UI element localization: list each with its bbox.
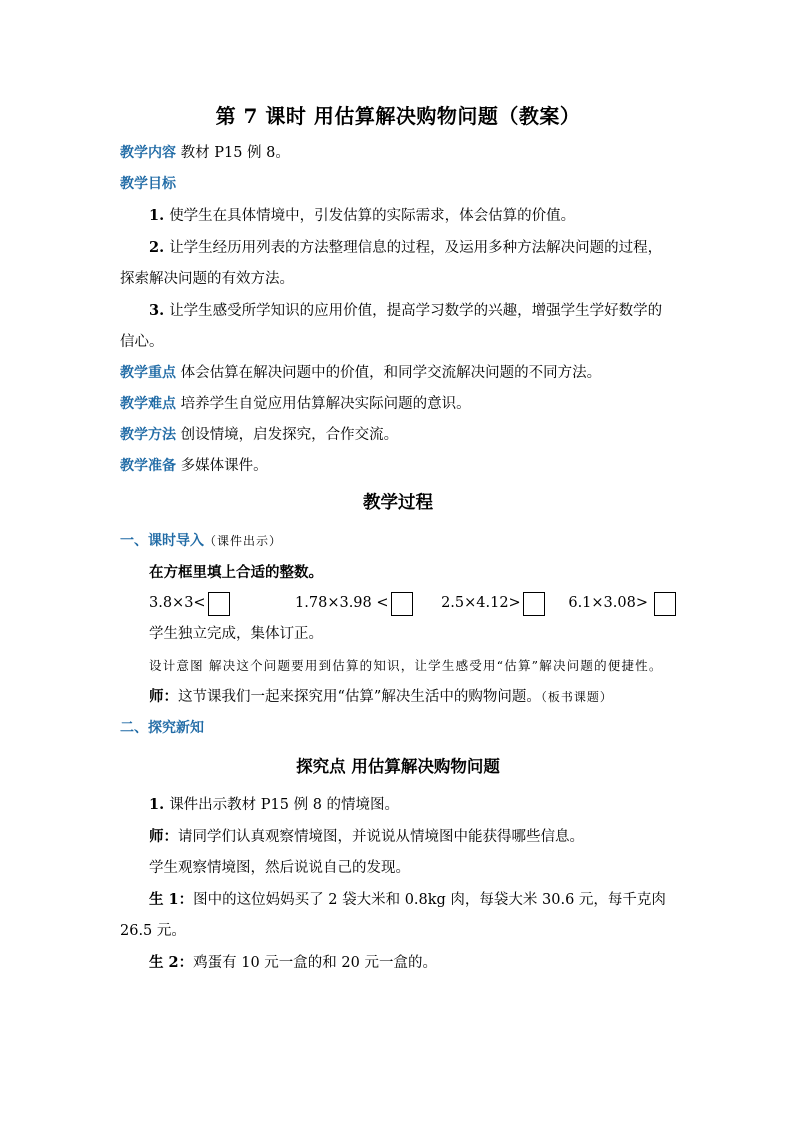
teacher-label: 师： xyxy=(149,828,178,845)
teacher-note: （板书课题） xyxy=(540,690,613,704)
prep-text: 多媒体课件。 xyxy=(176,458,268,474)
design-intent xyxy=(120,650,676,681)
section1-label: 一、课时导入 xyxy=(120,533,204,549)
equation xyxy=(568,588,676,619)
section1-note: （课件出示） xyxy=(204,534,283,548)
goal-text: 让学生感受所学知识的应用价值，提高学习数学的兴趣，增强学生学好数学的信心。 xyxy=(120,303,663,350)
answer-box[interactable] xyxy=(523,592,545,616)
observe-line: 学生观察情境图，然后说说自己的发现。 xyxy=(149,860,410,876)
lesson-plan-page xyxy=(120,100,676,979)
step-line xyxy=(120,789,676,821)
equation-text: 2.5×4.12> xyxy=(441,595,521,611)
section2-heading xyxy=(120,713,676,744)
content-text: 教材 P15 例 8。 xyxy=(176,145,290,161)
section2-label: 二、探究新知 xyxy=(120,720,204,736)
key-point-text: 体会估算在解决问题中的价值，和同学交流解决问题的不同方法。 xyxy=(176,365,602,381)
content-line xyxy=(120,138,676,169)
key-point-label: 教学重点 xyxy=(120,365,176,381)
equation-text: 3.8×3< xyxy=(149,595,206,611)
process-title: 教学过程 xyxy=(363,493,433,513)
equation xyxy=(295,588,441,619)
difficulty-text: 培养学生自觉应用估算解决实际问题的意识。 xyxy=(176,396,471,412)
goal-text: 使学生在具体情境中，引发估算的实际需求，体会估算的价值。 xyxy=(169,208,576,224)
step-text: 课件出示教材 P15 例 8 的情境图。 xyxy=(169,797,400,813)
teacher-text: 这节课我们一起来探究用“估算”解决生活中的购物问题。 xyxy=(178,689,541,705)
goal-number: 1. xyxy=(149,207,170,224)
student-line xyxy=(120,947,676,979)
teacher-text: 请同学们认真观察情境图，并说说从情境图中能获得哪些信息。 xyxy=(178,829,584,845)
method-label: 教学方法 xyxy=(120,427,176,443)
key-point-line xyxy=(120,358,676,389)
equation xyxy=(441,588,568,619)
goal-number: 2. xyxy=(149,239,170,256)
goal-item xyxy=(120,200,676,232)
design-text: 解决这个问题要用到估算的知识，让学生感受用“估算”解决问题的便捷性。 xyxy=(203,658,663,673)
section1-student: 学生独立完成，集体订正。 xyxy=(149,626,323,642)
method-line xyxy=(120,420,676,451)
method-text: 创设情境，启发探究，合作交流。 xyxy=(176,427,399,443)
answer-box[interactable] xyxy=(654,592,676,616)
goal-item xyxy=(120,232,676,295)
equation-text: 6.1×3.08> xyxy=(568,595,648,611)
section1-heading xyxy=(120,526,676,557)
student-line xyxy=(120,884,676,947)
student-text: 图中的这位妈妈买了 2 袋大米和 0.8kg 肉，每袋大米 30.6 元，每千克肉 26.5 元。 xyxy=(120,892,666,939)
student-label: 生 2： xyxy=(149,954,194,971)
teacher-line xyxy=(120,681,676,713)
prep-line xyxy=(120,451,676,482)
equation-row xyxy=(120,588,676,619)
answer-box[interactable] xyxy=(208,592,230,616)
goal-item xyxy=(120,295,676,358)
goals-heading xyxy=(120,169,676,200)
answer-box[interactable] xyxy=(391,592,413,616)
section2-subtitle: 探究点 用估算解决购物问题 xyxy=(296,757,500,776)
teacher-line xyxy=(120,821,676,853)
section1-task: 在方框里填上合适的整数。 xyxy=(149,564,323,581)
step-number: 1. xyxy=(149,796,170,813)
equation-text: 1.78×3.98 < xyxy=(295,595,389,611)
goal-number: 3. xyxy=(149,302,170,319)
content-label: 教学内容 xyxy=(120,145,176,161)
goals-label: 教学目标 xyxy=(120,176,176,192)
design-label: 设计意图 xyxy=(149,658,204,673)
teacher-label: 师： xyxy=(149,688,178,705)
goal-text: 让学生经历用列表的方法整理信息的过程，及运用多种方法解决问题的过程，探索解决问题的有效方法。 xyxy=(120,240,663,287)
student-label: 生 1： xyxy=(149,891,194,908)
student-text: 鸡蛋有 10 元一盒的和 20 元一盒的。 xyxy=(193,955,437,971)
prep-label: 教学准备 xyxy=(120,458,176,474)
difficulty-line xyxy=(120,389,676,420)
equation xyxy=(149,588,295,619)
difficulty-label: 教学难点 xyxy=(120,396,176,412)
page-title: 第 7 课时 用估算解决购物问题（教案） xyxy=(215,104,581,128)
